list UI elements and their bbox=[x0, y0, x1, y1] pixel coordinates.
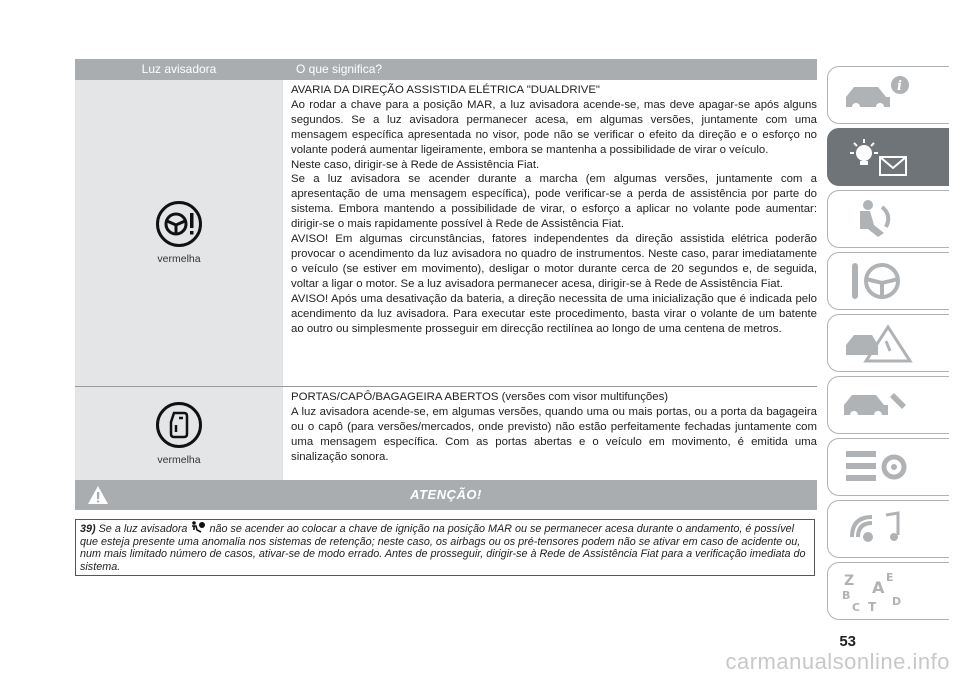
svg-text:E: E bbox=[886, 571, 894, 584]
svg-text:Z: Z bbox=[844, 573, 855, 589]
header-warning-light: Luz avisadora bbox=[141, 62, 217, 76]
svg-text:A: A bbox=[872, 578, 885, 597]
note-text-before: Se a luz avisadora bbox=[98, 523, 188, 535]
table-row bbox=[75, 387, 817, 481]
alphabetical-index-icon bbox=[838, 569, 918, 613]
watermark: carmanualsonline.info bbox=[725, 649, 950, 674]
lamp-cell bbox=[75, 387, 283, 480]
key-steering-wheel-icon bbox=[838, 259, 918, 303]
chapter-tab-index[interactable] bbox=[827, 562, 949, 620]
svg-text:C: C bbox=[852, 601, 861, 613]
lamp-description: AVARIA DA DIREÇÃO ASSISTIDA ELÉTRICA "DUALDRIVE" Ao rodar a chave para a posição MAR, a luz avisadora acende-se, mas deve apagar-se após alguns segundos. Se a luz avisadora permanecer acesa, em algumas versões, juntamente com uma mensagem específica apresentada no visor, pode não se verificar o efeito da direção e o esforço no volante poderá aumentar ligeiramente, embora se mantenha a possibilidade de virar o veículo. Neste caso, dirigir-se à Rede de Assistência Fiat. Se a luz avisadora se acender durante a marcha (em algumas versões, juntamente com a apresentação de uma mensagem específica), pode verificar-se a perda de assistência por parte do sistema. Embora mantendo a possibilidade de virar, o esforço a aplicar no volante pode aumentar: dirigir-se o mais rapidamente possível à Rede de Assistência Fiat. AVISO! Em algumas circunstâncias, fatores independentes da direção assistida elétrica poderão provocar o acendimento da luz avisadora no quadro de instrumentos. Neste caso, parar imediatamente o veículo (se estiver em movimento), desligar o motor durante cerca de 20 segundos e, de seguida, voltar a ligar o motor. Se a luz avisadora permanecer acesa, dirigir-se à Rede de Assistência Fiat. AVISO! Após uma desativação da bateria, a direção necessita de uma inicialização que é indicada pelo acendimento da luz avisadora. Para executar este procedimento, basta virar o volante de um batente ao outro ou simplesmente prosseguir em direcção rectilínea ao longo de uma centena de metros. bbox=[291, 84, 817, 335]
warning-note bbox=[75, 519, 815, 576]
steering-warning-icon bbox=[156, 201, 202, 247]
table-row bbox=[75, 80, 817, 387]
table-header bbox=[75, 59, 817, 80]
chapter-tab-warning-lights[interactable] bbox=[827, 128, 949, 186]
chapter-tab-car-info[interactable] bbox=[827, 66, 949, 124]
chapter-tab-emergency[interactable] bbox=[827, 314, 949, 372]
gear-specs-icon bbox=[838, 445, 918, 489]
chapter-tab-maintenance[interactable] bbox=[827, 376, 949, 434]
chapter-tab-multimedia[interactable] bbox=[827, 500, 949, 558]
car-info-icon bbox=[838, 73, 918, 117]
warning-light-message-icon bbox=[838, 135, 918, 179]
lamp-description: PORTAS/CAPÔ/BAGAGEIRA ABERTOS (versões com visor multifunções) A luz avisadora acende-se, em algumas versões, quando uma ou mais portas, ou a porta da bagageira ou o capô (para versões/mercados, onde previsto) não estão perfeitamente fechadas juntamente com uma mensagem específica. Com as portas abertas e o veículo em movimento, é emitida uma sinalização sonora. bbox=[291, 391, 817, 463]
svg-text:T: T bbox=[868, 600, 877, 613]
door-open-icon bbox=[156, 402, 202, 448]
page-number: 53 bbox=[839, 633, 856, 650]
note-text-after: não se acender ao colocar a chave de ignição na posição MAR ou se permanecer acesa durante o andamento, é possível que esteja presente uma anomalia nos sistemas de retenção; neste caso, os airbags ou os pré-tensores podem não se ativar em caso de acidente ou, num mais limitado número de casos, ativar-se de modo errado. Antes de prosseguir, dirigir-se à Rede de Assistência Fiat para a verificação imediata do sistema. bbox=[80, 523, 806, 573]
svg-text:B: B bbox=[842, 589, 851, 602]
chapter-tab-technical-data[interactable] bbox=[827, 438, 949, 496]
lamp-color-label: vermelha bbox=[157, 453, 201, 466]
note-number: 39) bbox=[80, 523, 96, 535]
lamp-color-label: vermelha bbox=[157, 253, 201, 265]
warning-header bbox=[75, 480, 817, 510]
svg-text:D: D bbox=[892, 595, 902, 608]
chapter-tab-starting-driving[interactable] bbox=[827, 252, 949, 310]
seat-airbag-icon bbox=[838, 197, 918, 241]
multimedia-icon bbox=[838, 507, 918, 551]
emergency-triangle-icon bbox=[838, 321, 918, 365]
car-service-icon bbox=[838, 383, 918, 427]
svg-text:i: i bbox=[897, 79, 902, 94]
airbag-warning-icon bbox=[190, 521, 206, 533]
chapter-tab-safety[interactable] bbox=[827, 190, 949, 248]
header-meaning: O que significa? bbox=[296, 62, 383, 76]
warning-lights-table bbox=[75, 59, 817, 481]
lamp-cell bbox=[75, 80, 283, 386]
warning-title: ATENÇÃO! bbox=[410, 487, 482, 502]
